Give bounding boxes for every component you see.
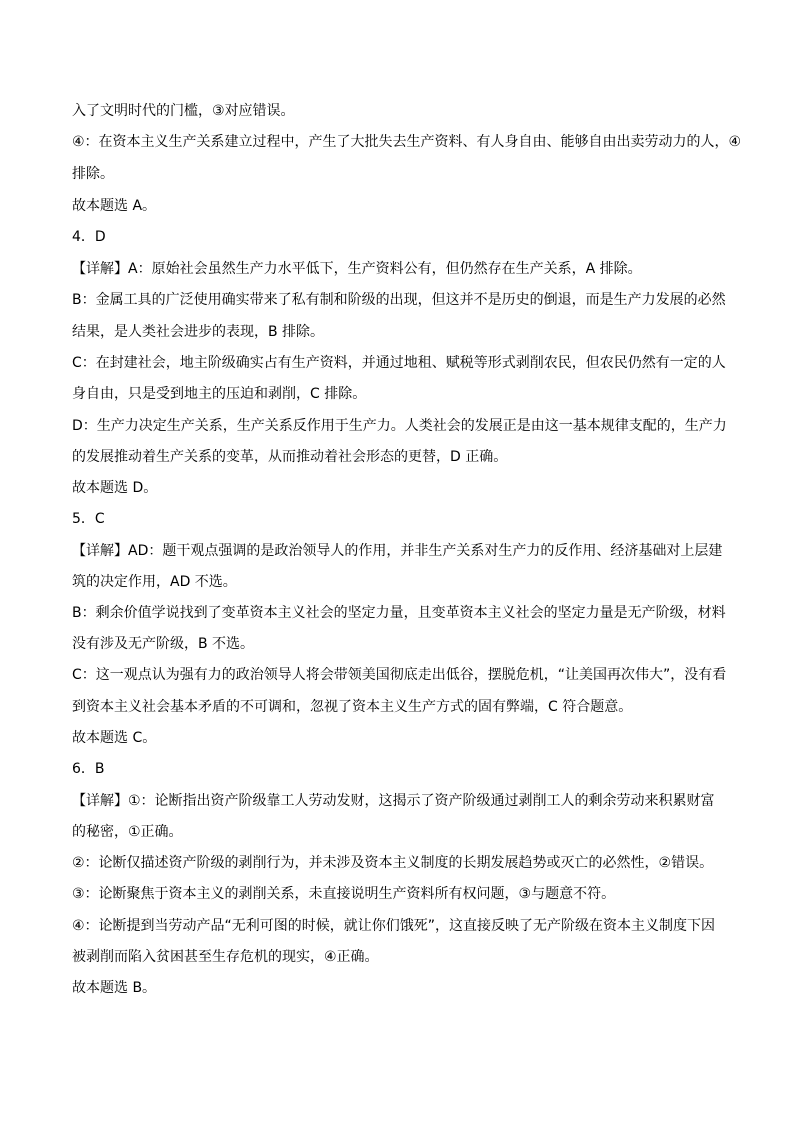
text-line: 的秘密，①正确。: [72, 824, 183, 840]
text-line: C：这一观点认为强有力的政治领导人将会带领美国彻底走出低谷，摆脱危机，“让美国再次伟大”，没有看: [72, 667, 727, 683]
text-line: 结果，是人类社会进步的表现，B 排除。: [72, 324, 325, 340]
text-line: 故本题选 B。: [72, 980, 157, 996]
text-line: 故本题选 D。: [72, 480, 158, 496]
text-line: ④：论断提到当劳动产品“无利可图的时候，就让你们饿死”，这直接反映了无产阶级在资本主义制度下因: [72, 918, 716, 934]
text-line: 到资本主义社会基本矛盾的不可调和，忽视了资本主义生产方式的固有弊端，C 符合题意。: [72, 699, 633, 715]
text-line: 【详解】①：论断指出资产阶级靠工人劳动发财，这揭示了资产阶级通过剥削工人的剩余劳动来积累财富: [72, 793, 715, 809]
text-line: 【详解】AD：题干观点强调的是政治领导人的作用，并非生产关系对生产力的反作用、经济基础对上层建: [72, 543, 723, 559]
text-line: 排除。: [72, 166, 114, 182]
answer-heading: 6．B: [72, 761, 105, 777]
text-line: B：金属工具的广泛使用确实带来了私有制和阶级的出现，但这并不是历史的倒退，而是生产力发展的必然: [72, 292, 726, 308]
text-line: ④：在资本主义生产关系建立过程中，产生了大批失去生产资料、有人身自由、能够自由出卖劳动力的人，④: [72, 134, 742, 150]
text-line: 被剥削而陷入贫困甚至生存危机的现实，④正确。: [72, 949, 379, 965]
text-line: C：在封建社会，地主阶级确实占有生产资料，并通过地租、赋税等形式剥削农民，但农民仍然有一定的人: [72, 355, 726, 371]
text-line: D：生产力决定生产关系，生产关系反作用于生产力。人类社会的发展正是由这一基本规律支配的，生产力: [72, 418, 727, 434]
text-line: ③：论断聚焦于资本主义的剥削关系，未直接说明生产资料所有权问题，③与题意不符。: [72, 886, 616, 902]
text-line: 身自由，只是受到地主的压迫和剥削，C 排除。: [72, 386, 367, 402]
text-line: 筑的决定作用，AD 不选。: [72, 574, 237, 590]
text-line: 【详解】A：原始社会虽然生产力水平低下，生产资料公有，但仍然存在生产关系，A 排除。: [72, 261, 642, 277]
text-line: 故本题选 C。: [72, 730, 157, 746]
text-line: 故本题选 A。: [72, 198, 157, 214]
answer-heading: 5．C: [72, 511, 105, 527]
text-line: 入了文明时代的门槛，③对应错误。: [72, 103, 295, 119]
answer-heading: 4．D: [72, 229, 106, 245]
text-line: 的发展推动着生产关系的变革，从而推动着社会形态的更替，D 正确。: [72, 449, 508, 465]
text-line: ②：论断仅描述资产阶级的剥削行为，并未涉及资本主义制度的长期发展趋势或灭亡的必然性，②错误。: [72, 855, 714, 871]
text-line: 没有涉及无产阶级，B 不选。: [72, 636, 255, 652]
text-line: B：剩余价值学说找到了变革资本主义社会的坚定力量，且变革资本主义社会的坚定力量是无产阶级，材料: [72, 605, 726, 621]
